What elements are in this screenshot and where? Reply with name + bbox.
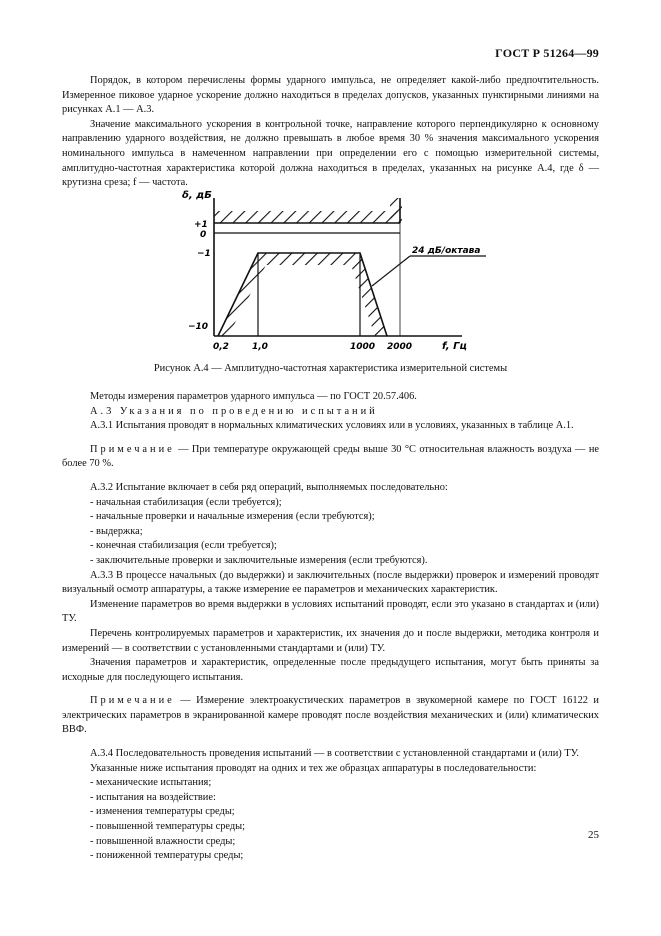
page-number: 25 [588, 829, 599, 841]
list-item: - конечная стабилизация (если требуется); [90, 540, 277, 552]
list-item: - испытания на воздействие: [90, 791, 216, 803]
a31-paragraph: А.3.1 Испытания проводят в нормальных климатических условиях или в условиях, указанных в таблице А.1. [90, 420, 574, 432]
list-item: - выдержка; [90, 525, 143, 537]
note-1 [62, 443, 599, 472]
intro-paragraph-1: Порядок, в котором перечислены формы ударного импульса, не определяет какой-либо предпочтительность. Измеренное пиковое ударное ускорение должно находиться в пределах допусков, указанных пунктирными линиями на рисунках А.1 — А.3. [62, 75, 599, 116]
note-1-label: Примечание [90, 443, 175, 455]
a32-paragraph: А.3.2 Испытание включает в себя ряд операций, выполняемых последовательно: [90, 481, 448, 493]
section-a3 [62, 390, 599, 864]
figure-caption: Рисунок А.4 — Амплитудно-частотная характеристика измерительной системы [153, 363, 508, 374]
a33-paragraph: А.3.3 В процессе начальных (до выдержки) и заключительных (после выдержки) проверок и измерений проводят визуальный осмотр аппаратуры, а также измерение ее параметров и механических характеристик. [62, 569, 599, 596]
intro-paragraph-2: Значение максимального ускорения в контрольной точке, направление которого перпендикулярно к основному направлению ударного воздействия, не должно превышать в любое время 30 % значения максимального ускорения номинального импульса в намеченном направлении при определении его с помощью измерительной системы, амплитудно-частотная характеристика которой должна находиться в пределах, указанных на рисунке А.4, где δ — крутизна среза; f — частота. [62, 118, 599, 189]
note-1-text: — При температуре окружающей среды выше 30 °С относительная влажность воздуха — не более 70 %. [62, 443, 599, 470]
list-item: - механические испытания; [90, 777, 212, 789]
slope-leader [372, 256, 410, 286]
a3-heading: А.3 Указания по проведению испытаний [90, 405, 378, 417]
y-tick-minus1: −1 [197, 249, 211, 259]
note-2-label: Примечание [90, 695, 175, 707]
frequency-response-figure [180, 186, 500, 356]
a34-paragraph: А.3.4 Последовательность проведения испытаний — в соответствии с установленной стандартами и (или) ТУ. [90, 748, 579, 760]
y-tick-0: 0 [200, 230, 207, 240]
methods-paragraph: Методы измерения параметров ударного импульса — по ГОСТ 20.57.406. [90, 391, 417, 402]
note-2-text: — Измерение электроакустических параметров в звукомерной камере по ГОСТ 16122 и электрических параметров в экранированной камере проводят после воздействия механических и (или) климатических ВВФ. [62, 695, 599, 736]
note-2 [62, 694, 599, 738]
lower-limit-hatch [218, 253, 387, 336]
a33-paragraph-2: Изменение параметров во время выдержки в условиях испытаний проводят, если это указано в стандартах и (или) ТУ. [62, 598, 599, 625]
slope-label: 24 дБ/октава [412, 246, 481, 256]
document-code: ГОСТ Р 51264—99 [495, 46, 599, 60]
y-tick-plus1: +1 [194, 220, 208, 230]
a33-paragraph-4: Значения параметров и характеристик, определенные после предыдущего испытания, могут быть приняты за исходные для последующего испытания. [62, 657, 599, 683]
a32-list [62, 496, 599, 569]
list-item: - изменения температуры среды; [90, 806, 235, 818]
upper-limit-hatch [214, 211, 400, 223]
x-tick-1-0: 1,0 [252, 342, 268, 352]
a34-paragraph-2: Указанные ниже испытания проводят на одних и тех же образцах аппаратуры в последовательности: [90, 762, 537, 774]
x-tick-1000: 1000 [350, 342, 376, 352]
y-tick-minus10: −10 [188, 322, 209, 332]
x-tick-2000: 2000 [387, 342, 413, 352]
list-item: - повышенной температуры среды; [90, 821, 246, 833]
a34-list [62, 776, 599, 864]
list-item: - начальная стабилизация (если требуется); [90, 496, 282, 508]
x-tick-0-2: 0,2 [213, 342, 229, 352]
list-item: - повышенной влажности среды; [90, 835, 236, 847]
list-item: - пониженной температуры среды; [90, 850, 244, 862]
list-item: - начальные проверки и начальные измерения (если требуются); [90, 511, 375, 523]
y-axis-label: δ, дБ [182, 190, 212, 201]
intro-block [62, 74, 599, 191]
a33-paragraph-3: Перечень контролируемых параметров и характеристик, их значения до и после выдержки, методика контроля и измерений — в соответствии с установленными стандартами и (или) ТУ. [62, 627, 599, 654]
x-axis-label: f, Гц [442, 341, 467, 352]
list-item: - заключительные проверки и заключительные измерения (если требуются). [90, 554, 428, 566]
